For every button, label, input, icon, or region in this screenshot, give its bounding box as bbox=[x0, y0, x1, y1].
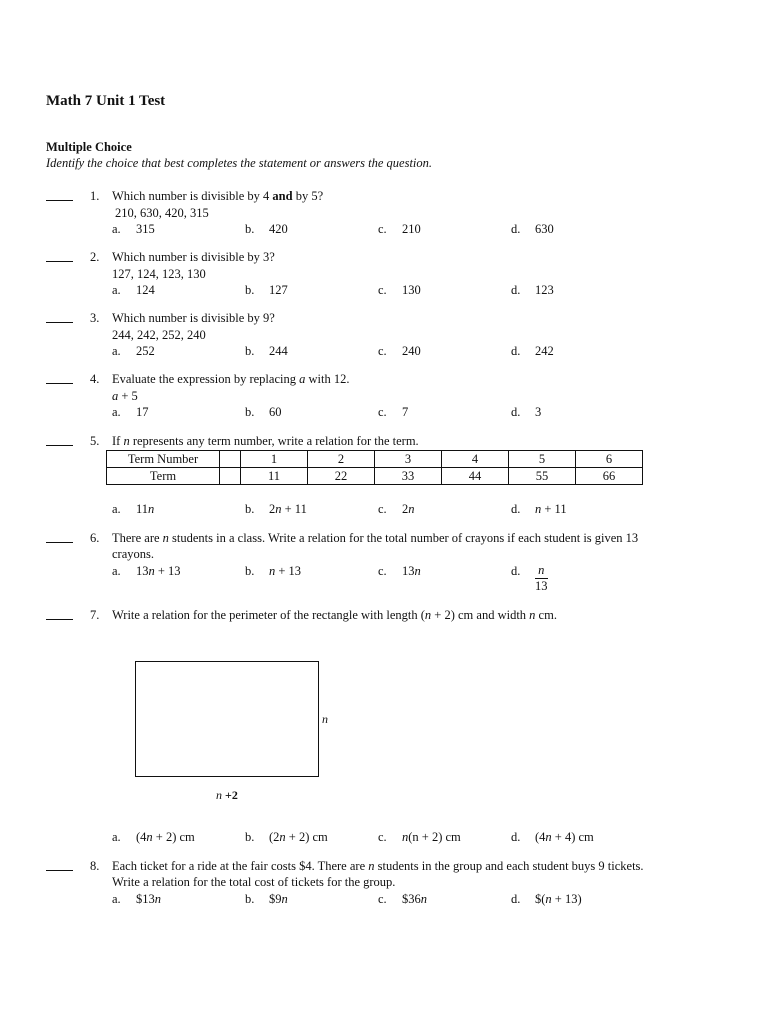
sequence-table bbox=[106, 450, 643, 485]
number-list: 127, 124, 123, 130 bbox=[112, 267, 206, 281]
table-cell: 55 bbox=[509, 468, 576, 485]
option-c[interactable]: c. n(n + 2) cm bbox=[378, 830, 461, 844]
option-b[interactable]: b. 420 bbox=[245, 222, 288, 236]
rectangle-figure bbox=[135, 661, 319, 777]
table-cell: 3 bbox=[375, 451, 442, 468]
option-a[interactable]: a. 13n + 13 bbox=[112, 564, 181, 578]
option-c[interactable]: c. 2n bbox=[378, 502, 415, 516]
section-instructions: Identify the choice that best completes the statement or answers the question. bbox=[46, 156, 433, 170]
term-row bbox=[107, 468, 643, 485]
question-number: 1. bbox=[90, 189, 100, 203]
table-cell: 33 bbox=[375, 468, 442, 485]
answer-blank[interactable] bbox=[46, 191, 73, 201]
question-number: 2. bbox=[90, 250, 100, 264]
table-cell: 11 bbox=[241, 468, 308, 485]
table-cell: 5 bbox=[509, 451, 576, 468]
answer-blank[interactable] bbox=[46, 252, 73, 262]
option-c[interactable]: c. 210 bbox=[378, 222, 421, 236]
number-list: 244, 242, 252, 240 bbox=[112, 328, 206, 342]
option-a[interactable]: a. 124 bbox=[112, 283, 155, 297]
option-a[interactable]: a. 252 bbox=[112, 344, 155, 358]
question-number: 7. bbox=[90, 608, 100, 622]
section-heading: Multiple Choice bbox=[46, 140, 132, 154]
question-number: 5. bbox=[90, 434, 100, 448]
question-number: 4. bbox=[90, 372, 100, 386]
option-c[interactable]: c. 130 bbox=[378, 283, 421, 297]
question-text: Which number is divisible by 3? bbox=[112, 250, 275, 264]
number-list: 210, 630, 420, 315 bbox=[115, 206, 209, 220]
option-d[interactable]: d. (4n + 4) cm bbox=[511, 830, 594, 844]
option-b[interactable]: b. 2n + 11 bbox=[245, 502, 307, 516]
table-cell: 66 bbox=[576, 468, 643, 485]
table-cell: 22 bbox=[308, 468, 375, 485]
question-text: Each ticket for a ride at the fair costs $4. There are n students in the group and each student buys 9 tickets. bbox=[112, 859, 644, 873]
option-d[interactable]: d. 3 bbox=[511, 405, 542, 419]
option-a[interactable]: a. 11n bbox=[112, 502, 155, 516]
question-text: Write a relation for the perimeter of the rectangle with length (n + 2) cm and width n cm. bbox=[112, 608, 557, 622]
answer-blank[interactable] bbox=[46, 533, 73, 543]
expression: a + 5 bbox=[112, 389, 138, 403]
test-title: Math 7 Unit 1 Test bbox=[46, 93, 166, 109]
question-text: Evaluate the expression by replacing a with 12. bbox=[112, 372, 350, 386]
table-cell: 4 bbox=[442, 451, 509, 468]
option-d[interactable]: d. $(n + 13) bbox=[511, 892, 582, 906]
table-cell: 1 bbox=[241, 451, 308, 468]
option-b[interactable]: b. 60 bbox=[245, 405, 282, 419]
question-number: 3. bbox=[90, 311, 100, 325]
option-b[interactable]: b. (2n + 2) cm bbox=[245, 830, 328, 844]
question-text: Which number is divisible by 9? bbox=[112, 311, 275, 325]
answer-blank[interactable] bbox=[46, 374, 73, 384]
option-d[interactable]: d. 242 bbox=[511, 344, 554, 358]
question-text: There are n students in a class. Write a relation for the total number of crayons if each student is given 13 bbox=[112, 531, 639, 545]
answer-blank[interactable] bbox=[46, 436, 73, 446]
spacer-cell bbox=[220, 451, 241, 468]
option-c[interactable]: c. 7 bbox=[378, 405, 409, 419]
question-text-continued: Write a relation for the total cost of tickets for the group. bbox=[112, 875, 396, 889]
question-number: 8. bbox=[90, 859, 100, 873]
question-text: If n represents any term number, write a relation for the term. bbox=[112, 434, 419, 448]
fraction: $\frac{n}{13}$ bbox=[535, 563, 548, 593]
option-d[interactable]: d. 123 bbox=[511, 283, 554, 297]
answer-blank[interactable] bbox=[46, 861, 73, 871]
question-number: 6. bbox=[90, 531, 100, 545]
answer-blank[interactable] bbox=[46, 313, 73, 323]
option-b[interactable]: b. n + 13 bbox=[245, 564, 302, 578]
option-c[interactable]: c. 13n bbox=[378, 564, 421, 578]
option-c[interactable]: c. 240 bbox=[378, 344, 421, 358]
row-label: Term bbox=[107, 468, 220, 485]
question-text: Which number is divisible by 4 and by 5? bbox=[112, 189, 324, 203]
option-a[interactable]: a. 17 bbox=[112, 405, 149, 419]
option-a[interactable]: a. $13n bbox=[112, 892, 161, 906]
rectangle-length-label: n +2 bbox=[216, 788, 238, 802]
option-b[interactable]: b. 127 bbox=[245, 283, 288, 297]
answer-blank[interactable] bbox=[46, 610, 73, 620]
table-cell: 6 bbox=[576, 451, 643, 468]
row-label: Term Number bbox=[107, 451, 220, 468]
option-a[interactable]: a. 315 bbox=[112, 222, 155, 236]
option-d[interactable]: d. $\frac{n}{13}$ bbox=[511, 563, 548, 593]
option-d[interactable]: d. n + 11 bbox=[511, 502, 567, 516]
term-number-row bbox=[107, 451, 643, 468]
table-cell: 44 bbox=[442, 468, 509, 485]
table-cell: 2 bbox=[308, 451, 375, 468]
spacer-cell bbox=[220, 468, 241, 485]
option-b[interactable]: b. $9n bbox=[245, 892, 288, 906]
rectangle-width-label: n bbox=[322, 712, 328, 726]
option-c[interactable]: c. $36n bbox=[378, 892, 427, 906]
option-d[interactable]: d. 630 bbox=[511, 222, 554, 236]
question-text-continued: crayons. bbox=[112, 547, 154, 561]
option-b[interactable]: b. 244 bbox=[245, 344, 288, 358]
option-a[interactable]: a. (4n + 2) cm bbox=[112, 830, 195, 844]
